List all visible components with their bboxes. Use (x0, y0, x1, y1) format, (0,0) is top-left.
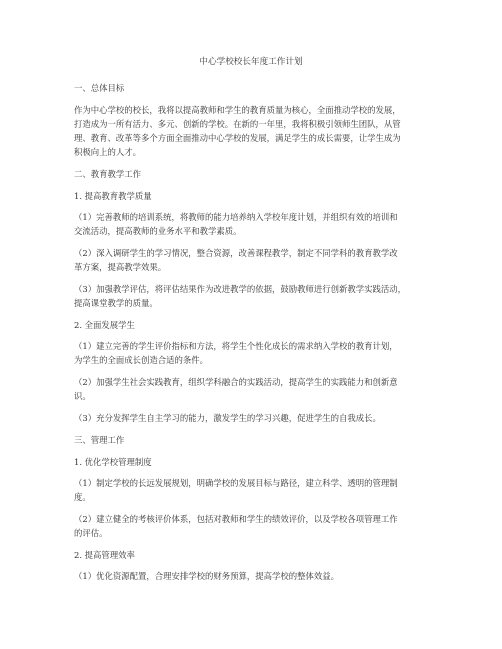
item-line: 的评估。 (74, 528, 108, 538)
item-line: 革方案，提高教学效果。 (74, 262, 167, 272)
item-line: （1）优化资源配置，合理安排学校的财务预算，提高学校的整体效益。 (74, 571, 339, 581)
item-line: （1）建立完善的学生评价指标和方法，将学生个性化成长的需求纳入学校的教育计划， (74, 341, 398, 351)
item-line: （2）建立健全的考核评价体系，包括对教师和学生的绩效评价，以及学校各项管理工作 (74, 514, 398, 524)
list-item (74, 411, 428, 425)
paragraph-line: 打造成为一所有活力、多元、创新的学校。在新的一年里，我将积极引领师生团队，从管 (74, 119, 401, 129)
paragraph-line: 积极向上的人才。 (74, 147, 141, 157)
list-item (74, 246, 428, 274)
item-line: 提高课堂教学的质量。 (74, 298, 158, 308)
item-line: （1）制定学校的长远发展规划，明确学校的发展目标与路径，建立科学、透明的管理制 (74, 478, 398, 488)
list-item (74, 282, 428, 310)
list-item (74, 375, 428, 403)
list-item (74, 339, 428, 367)
list-item (74, 476, 428, 504)
item-line: 识。 (74, 391, 91, 401)
subsection-heading-management-efficiency: 2. 提高管理效率 (74, 550, 135, 560)
list-item (74, 512, 428, 540)
paragraph-line: 作为中心学校的校长，我将以提高教师和学生的教育质量为核心，全面推动学校的发展， (74, 105, 401, 115)
section-heading-management: 三、管理工作 (74, 435, 125, 445)
item-line: 交流活动，提高教师的业务水平和教学素质。 (74, 226, 242, 236)
list-item (74, 569, 428, 583)
section-heading-teaching: 二、教育教学工作 (74, 169, 141, 179)
list-item (74, 210, 428, 238)
item-line: 度。 (74, 492, 91, 502)
item-line: （2）深入调研学生的学习情况，整合资源，改善课程教学，制定不同学科的教育教学改 (74, 248, 398, 258)
item-line: （3）加强教学评估，将评估结果作为改进教学的依据，鼓励教师进行创新教学实践活动， (74, 284, 406, 294)
item-line: 为学生的全面成长创造合适的条件。 (74, 355, 208, 365)
subsection-heading-student-development: 2. 全面发展学生 (74, 320, 135, 330)
general-paragraph (74, 103, 428, 159)
item-line: （2）加强学生社会实践教育，组织学科融合的实践活动，提高学生的实践能力和创新意 (74, 377, 398, 387)
document-title: 中心学校校长年度工作计划 (199, 57, 303, 67)
subsection-heading-teaching-quality: 1. 提高教育教学质量 (74, 191, 152, 201)
subsection-heading-management-system: 1. 优化学校管理制度 (74, 457, 152, 467)
item-line: （3）充分发挥学生自主学习的能力，激发学生的学习兴趣，促进学生的自我成长。 (74, 413, 381, 423)
paragraph-line: 理、教育、改革等多个方面全面推动中心学校的发展，满足学生的成长需要，让学生成为 (74, 133, 401, 143)
section-heading-general: 一、总体目标 (74, 83, 125, 93)
item-line: （1）完善教师的培训系统，将教师的能力培养纳入学校年度计划，并组织有效的培训和 (74, 212, 398, 222)
